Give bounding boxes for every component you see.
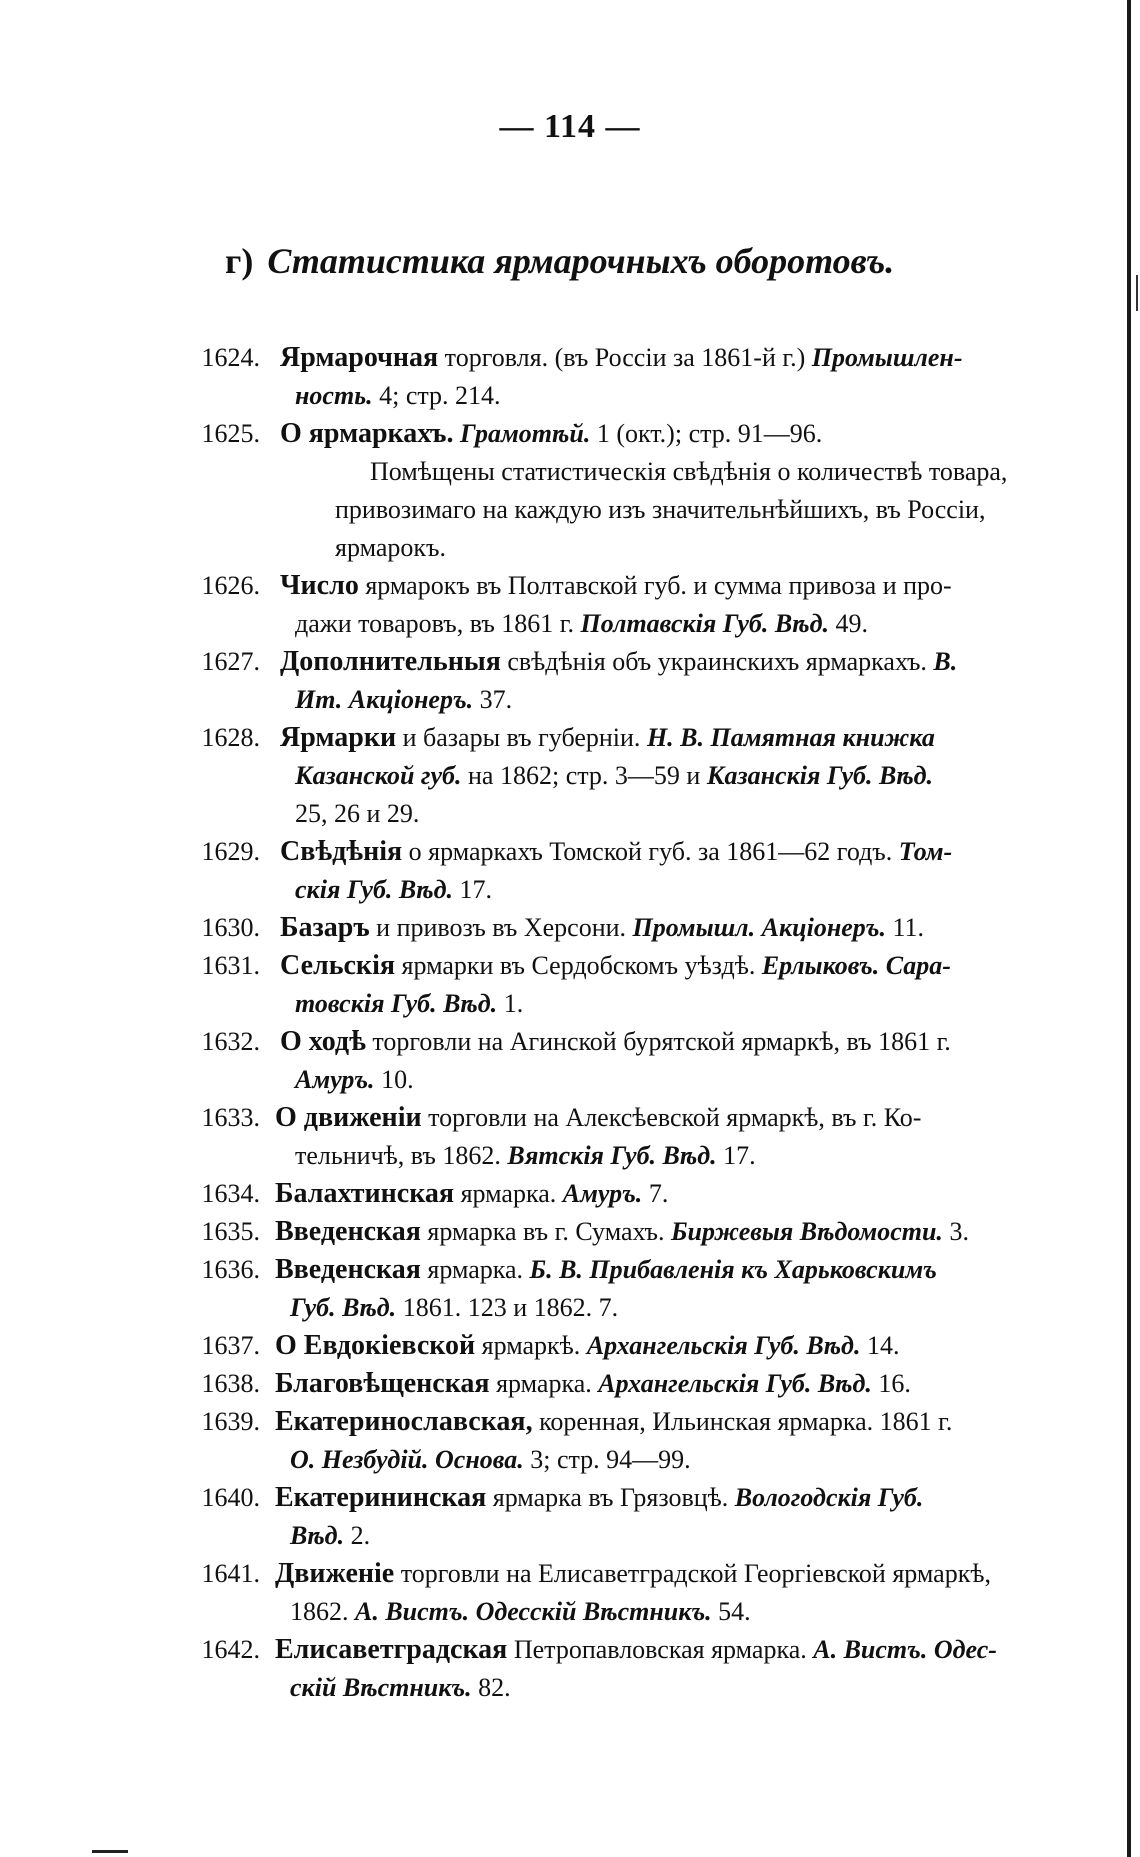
- entry-text: ярмарки въ Сердобскомъ уѣздѣ.: [395, 951, 762, 980]
- entry-line: [0, 1250, 1140, 1290]
- entry-source: Архангельскія Губ. Вѣд.: [586, 1331, 861, 1360]
- entry-number: 1637.: [201, 1331, 260, 1360]
- entry-text: 2.: [344, 1521, 371, 1550]
- entry-text: 3; стр. 94—99.: [523, 1445, 691, 1474]
- entry-number: 1629.: [201, 837, 260, 866]
- entry-text: торговли на Елисаветградской Георгіевской ярмаркѣ,: [394, 1559, 991, 1588]
- entry-note: Помѣщены статистическія свѣдѣнія о количествѣ товара,: [370, 457, 1008, 486]
- entry-line: [0, 1174, 1140, 1214]
- page-number: — 114 —: [499, 108, 641, 145]
- entry-source: Архангельскія Губ. Вѣд.: [598, 1369, 872, 1398]
- entry-number: 1636.: [201, 1255, 260, 1284]
- entry-note: ярмарокъ.: [335, 533, 446, 562]
- entry-number: 1634.: [201, 1179, 260, 1208]
- entry-source: Б. В. Прибавленія къ Харьковскимъ: [529, 1255, 937, 1284]
- entry-line: [0, 832, 1140, 872]
- entry-number: 1632.: [201, 1027, 260, 1056]
- entry-keyword: Дополнительныя: [280, 646, 501, 677]
- entry-keyword: О Евдокіевской: [275, 1330, 476, 1361]
- entry-source: Губ. Вѣд.: [290, 1293, 397, 1322]
- entry-text: на 1862; стр. 3—59 и: [461, 761, 707, 790]
- entry-number: 1630.: [201, 913, 260, 942]
- entry-source: А. Вистъ. Одес-: [813, 1635, 997, 1664]
- entry-number: 1627.: [201, 647, 260, 676]
- entry-keyword: Ярмарки: [280, 722, 397, 753]
- entry-line: [0, 604, 1140, 644]
- entry-line: [0, 490, 1140, 530]
- entry-keyword: Ярмарочная: [280, 342, 439, 373]
- entry-line: [0, 1364, 1140, 1404]
- entry-number: 1628.: [201, 723, 260, 752]
- entry-text: 11.: [886, 913, 925, 942]
- page-edge-mark: [1136, 275, 1138, 311]
- entry-text: 17.: [716, 1141, 756, 1170]
- entry-text: о ярмаркахъ Томской губ. за 1861—62 годъ.: [402, 837, 899, 866]
- entry-number: 1624.: [201, 343, 260, 372]
- entry-source: Ит. Акціонеръ.: [295, 685, 474, 714]
- entry-text: и базары въ губерніи.: [396, 723, 647, 752]
- entry-source: Амуръ.: [562, 1179, 643, 1208]
- entry-line: [0, 1516, 1140, 1556]
- entry-number: 1635.: [201, 1217, 260, 1246]
- entry-text: ярмарка въ Грязовцѣ.: [486, 1483, 735, 1512]
- entry-number: 1638.: [201, 1369, 260, 1398]
- entry-number: 1641.: [201, 1559, 260, 1588]
- entry-keyword: Екатериноcлавская,: [275, 1406, 533, 1437]
- entry-source: Том-: [898, 837, 953, 866]
- entry-keyword: Екатерининская: [275, 1482, 487, 1513]
- entry-keyword: Число: [280, 570, 359, 601]
- entry-source: Вологодскія Губ.: [734, 1483, 924, 1512]
- entry-text: 54.: [711, 1597, 751, 1626]
- entry-line: [0, 870, 1140, 910]
- entry-keyword: Сельскія: [280, 950, 395, 981]
- entry-text: 16.: [871, 1369, 911, 1398]
- entry-number: 1625.: [201, 419, 260, 448]
- entry-source: Промышлен-: [811, 343, 963, 372]
- entry-text: торговля. (въ Россіи за 1861-й г.): [438, 343, 812, 372]
- entry-text: ярмарка.: [420, 1255, 530, 1284]
- entry-text: 10.: [374, 1065, 414, 1094]
- entry-keyword: Благовѣщенская: [275, 1368, 490, 1399]
- entry-line: [0, 1060, 1140, 1100]
- entry-keyword: Свѣдѣнія: [280, 836, 403, 867]
- entry-source: Вѣд.: [290, 1521, 345, 1550]
- entry-text: 14.: [860, 1331, 900, 1360]
- entry-line: [0, 718, 1140, 758]
- entry-source: скій Вѣстникъ.: [290, 1673, 472, 1702]
- entry-number: 1626.: [201, 571, 260, 600]
- entry-text: Петропавловская ярмарка.: [507, 1635, 814, 1664]
- entry-text: ярмарка.: [489, 1369, 599, 1398]
- entry-text: 7.: [642, 1179, 669, 1208]
- entry-text: ярмарка.: [454, 1179, 563, 1208]
- entry-text: 25, 26 и 29.: [295, 799, 420, 828]
- entry-line: [0, 1440, 1140, 1480]
- entry-line: [0, 452, 1140, 492]
- entry-source: О. Незбудій. Основа.: [290, 1445, 524, 1474]
- entry-keyword: Движеніе: [275, 1558, 395, 1589]
- entry-line: [0, 566, 1140, 606]
- entry-line: [0, 376, 1140, 416]
- entry-line: [0, 946, 1140, 986]
- entry-text: 1.: [497, 989, 524, 1018]
- entry-line: [0, 528, 1140, 568]
- entry-text: 1861. 123 и 1862. 7.: [396, 1293, 619, 1322]
- entry-source: Амуръ.: [295, 1065, 375, 1094]
- entry-note: привозимаго на каждую изъ значительнѣйшихъ, въ Россіи,: [335, 495, 986, 524]
- entry-line: [0, 1554, 1140, 1594]
- entry-line: [0, 414, 1140, 454]
- section-title: Статистика ярмарочныхъ оборотовъ.: [267, 241, 895, 281]
- entry-keyword: Балахтинская: [275, 1178, 455, 1209]
- entry-source: Ерлыковъ. Сара-: [761, 951, 951, 980]
- entry-line: [0, 1022, 1140, 1062]
- entry-line: [0, 1326, 1140, 1366]
- entry-source: Казанской губ.: [295, 761, 462, 790]
- entry-line: [0, 1136, 1140, 1176]
- entry-source: Вятскія Губ. Вѣд.: [507, 1141, 717, 1170]
- entry-text: торговли на Агинской бурятской ярмаркѣ, въ 1861 г.: [365, 1027, 951, 1056]
- entry-text: дажи товаровъ, въ 1861 г.: [295, 609, 581, 638]
- entry-source: Казанскія Губ. Вѣд.: [706, 761, 934, 790]
- entry-line: [0, 1212, 1140, 1252]
- entry-line: [0, 756, 1140, 796]
- entry-source: Грамотѣй.: [453, 419, 591, 448]
- entry-line: [0, 1592, 1140, 1632]
- entry-text: 1862.: [290, 1597, 355, 1626]
- entry-line: [0, 1630, 1140, 1670]
- entry-source: товскія Губ. Вѣд.: [295, 989, 498, 1018]
- entry-keyword: О движеніи: [275, 1102, 422, 1133]
- entry-number: 1640.: [201, 1483, 260, 1512]
- entry-text: ярмарокъ въ Полтавской губ. и сумма привоза и про-: [358, 571, 952, 600]
- entry-line: [0, 1668, 1140, 1708]
- entry-text: 17.: [453, 875, 493, 904]
- entry-line: [0, 908, 1140, 948]
- entry-text: 37.: [473, 685, 513, 714]
- entry-line: [0, 338, 1140, 378]
- entry-text: 4; стр. 214.: [372, 381, 501, 410]
- entry-text: 49.: [828, 609, 868, 638]
- entry-text: свѣдѣнія объ украинскихъ ярмаркахъ.: [500, 647, 934, 676]
- entry-keyword: Введенская: [275, 1254, 421, 1285]
- entry-line: [0, 1098, 1140, 1138]
- entry-text: коренная, Ильинская ярмарка. 1861 г.: [532, 1407, 953, 1436]
- entry-keyword: Базаръ: [280, 912, 370, 943]
- entry-line: [0, 794, 1140, 834]
- entry-source: Н. В. Памятная книжка: [646, 723, 935, 752]
- entry-line: [0, 680, 1140, 720]
- entry-keyword: О ярмаркахъ.: [280, 418, 454, 449]
- entry-number: 1631.: [201, 951, 260, 980]
- entry-number: 1642.: [201, 1635, 260, 1664]
- entry-source: В.: [933, 647, 958, 676]
- entry-source: Биржевыя Вѣдомости.: [670, 1217, 943, 1246]
- entry-text: и привозъ въ Херсони.: [369, 913, 633, 942]
- entry-line: [0, 1478, 1140, 1518]
- margin-mark: [92, 1850, 128, 1853]
- entry-text: 1 (окт.); стр. 91—96.: [590, 419, 823, 448]
- entry-text: торговли на Алексѣевской ярмаркѣ, въ г. Ко-: [421, 1103, 922, 1132]
- entry-keyword: Елисаветградская: [275, 1634, 508, 1665]
- entry-text: 82.: [471, 1673, 511, 1702]
- entry-text: тельничѣ, въ 1862.: [295, 1141, 508, 1170]
- section-letter: г): [225, 241, 254, 281]
- entry-text: ярмарка въ г. Сумахъ.: [420, 1217, 671, 1246]
- entry-keyword: О ходѣ: [280, 1026, 366, 1057]
- entry-keyword: Введенская: [275, 1216, 421, 1247]
- entry-line: [0, 1288, 1140, 1328]
- entry-line: [0, 984, 1140, 1024]
- entry-line: [0, 1402, 1140, 1442]
- entry-number: 1639.: [201, 1407, 260, 1436]
- entry-source: скія Губ. Вѣд.: [295, 875, 454, 904]
- entry-source: ность.: [295, 381, 373, 410]
- entry-text: ярмаркѣ.: [475, 1331, 587, 1360]
- entry-source: Полтавскія Губ. Вѣд.: [580, 609, 829, 638]
- entry-source: Промышл. Акціонеръ.: [632, 913, 887, 942]
- entry-source: А. Вистъ. Одесскій Вѣстникъ.: [355, 1597, 712, 1626]
- entry-line: [0, 642, 1140, 682]
- entry-text: 3.: [942, 1217, 969, 1246]
- entry-number: 1633.: [201, 1103, 260, 1132]
- section-heading: [225, 240, 1085, 282]
